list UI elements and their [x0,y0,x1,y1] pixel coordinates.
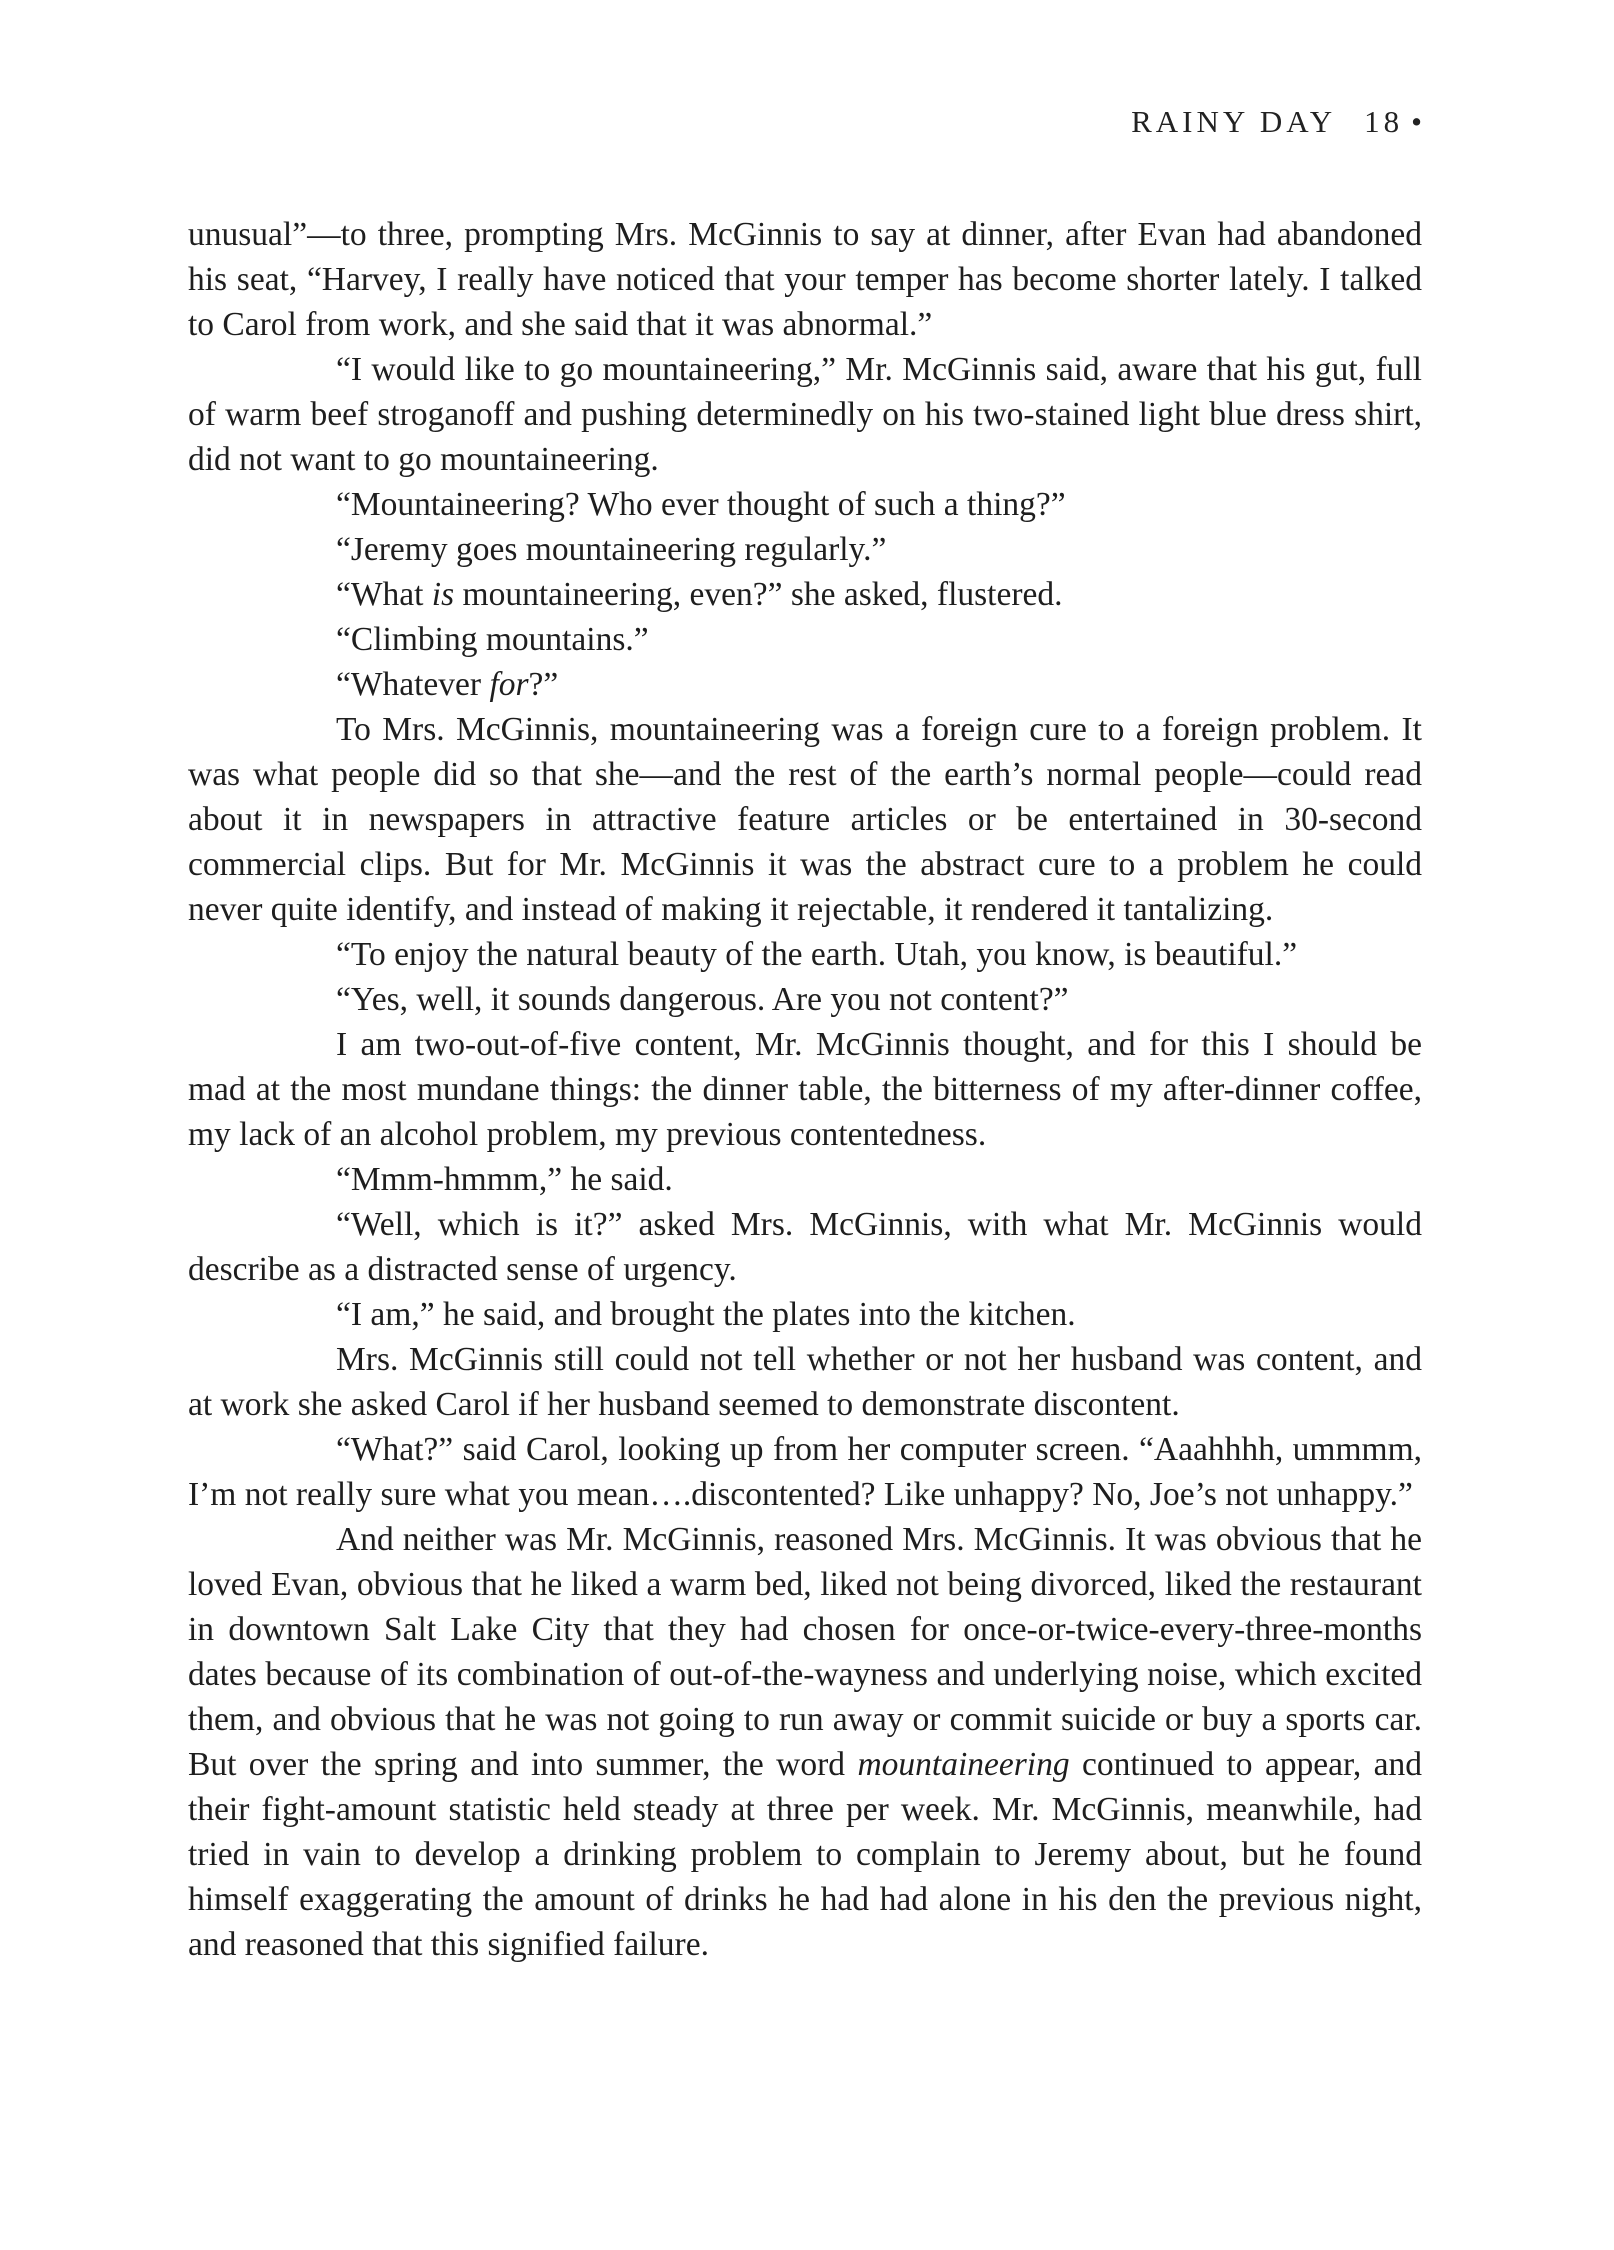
paragraph-text: “What?” said Carol, looking up from her computer screen. “Aaahhhh, ummmm, I’m not really sure what you mean….discontented? Like unhappy? No, Joe’s not unhappy.” [188,1431,1422,1513]
paragraph [188,932,1422,977]
paragraph [188,1202,1422,1292]
paragraph-text: “Well, which is it?” asked Mrs. McGinnis, with what Mr. McGinnis would describe as a distracted sense of urgency. [188,1206,1422,1288]
paragraph [188,347,1422,482]
paragraph [188,1157,1422,1202]
paragraph-text: “Jeremy goes mountaineering regularly.” [336,531,887,568]
italic-text: for [489,666,529,703]
paragraph [188,707,1422,932]
paragraph [188,977,1422,1022]
paragraph-text: And neither was Mr. McGinnis, reasoned Mrs. McGinnis. It was obvious that he loved Evan, obvious that he liked a warm bed, liked not being divorced, liked the restaurant in downtown Salt Lake City that they had chosen for once-or-twice-every-three-months dates because of its combination of out-of-the-wayness and underlying noise, which excited them, and obvious that he was not going to run away or commit suicide or buy a sports car. But over the spring and into summer, the word [188,1521,1422,1783]
running-head-title: RAINY DAY [1131,104,1337,139]
paragraph-text: “What [336,576,432,613]
paragraph-text: “Yes, well, it sounds dangerous. Are you not content?” [336,981,1069,1018]
italic-text: is [431,576,455,613]
paragraph-text: To Mrs. McGinnis, mountaineering was a foreign cure to a foreign problem. It was what people did so that she—and the rest of the earth’s normal people—could read about it in newspapers in attractive feature articles or be entertained in 30-second commercial clips. But for Mr. McGinnis it was the abstract cure to a problem he could never quite identify, and instead of making it rejectable, it rendered it tantalizing. [188,711,1422,928]
paragraph-text: ?” [528,666,559,703]
paragraph-text: “Climbing mountains.” [336,621,649,658]
paragraph-text: I am two-out-of-five content, Mr. McGinnis thought, and for this I should be mad at the most mundane things: the dinner table, the bitterness of my after-dinner coffee, my lack of an alcohol problem, my previous contentedness. [188,1026,1422,1153]
paragraph-text: “Mmm-hmmm,” he said. [336,1161,673,1198]
body-text [188,212,1422,1967]
bullet-glyph: • [1411,104,1422,139]
page-number: 18 [1364,104,1404,139]
italic-text: mountaineering [857,1746,1070,1783]
paragraph-text: “I would like to go mountaineering,” Mr. McGinnis said, aware that his gut, full of warm beef stroganoff and pushing determinedly on his two-stained light blue dress shirt, did not want to go mountaineering. [188,351,1422,478]
paragraph-text: “Whatever [336,666,490,703]
paragraph-text: continued to appear, and their fight-amount statistic held steady at three per week. Mr. McGinnis, meanwhile, had tried in vain to develop a drinking problem to complain to Jeremy about, but he found himself exaggerating the amount of drinks he had had alone in his den the previous night, and reasoned that this signified failure. [188,1746,1423,1963]
paragraph [188,1022,1422,1157]
paragraph-text: Mrs. McGinnis still could not tell whether or not her husband was content, and at work she asked Carol if her husband seemed to demonstrate discontent. [188,1341,1422,1423]
paragraph-text: mountaineering, even?” she asked, flustered. [454,576,1063,613]
paragraph [188,1517,1422,1967]
paragraph [188,617,1422,662]
paragraph [188,1427,1422,1517]
paragraph [188,482,1422,527]
paragraph [188,662,1422,707]
paragraph-text: “Mountaineering? Who ever thought of such a thing?” [336,486,1066,523]
paragraph [188,572,1422,617]
paragraph [188,527,1422,572]
paragraph [188,1292,1422,1337]
paragraph-text: “I am,” he said, and brought the plates into the kitchen. [336,1296,1076,1333]
paragraph-text: unusual”—to three, prompting Mrs. McGinnis to say at dinner, after Evan had abandoned his seat, “Harvey, I really have noticed that your temper has become shorter lately. I talked to Carol from work, and she said that it was abnormal.” [188,216,1422,343]
paragraph [188,1337,1422,1427]
paragraph [188,212,1422,347]
running-head [1131,104,1422,140]
paragraph-text: “To enjoy the natural beauty of the earth. Utah, you know, is beautiful.” [336,936,1298,973]
